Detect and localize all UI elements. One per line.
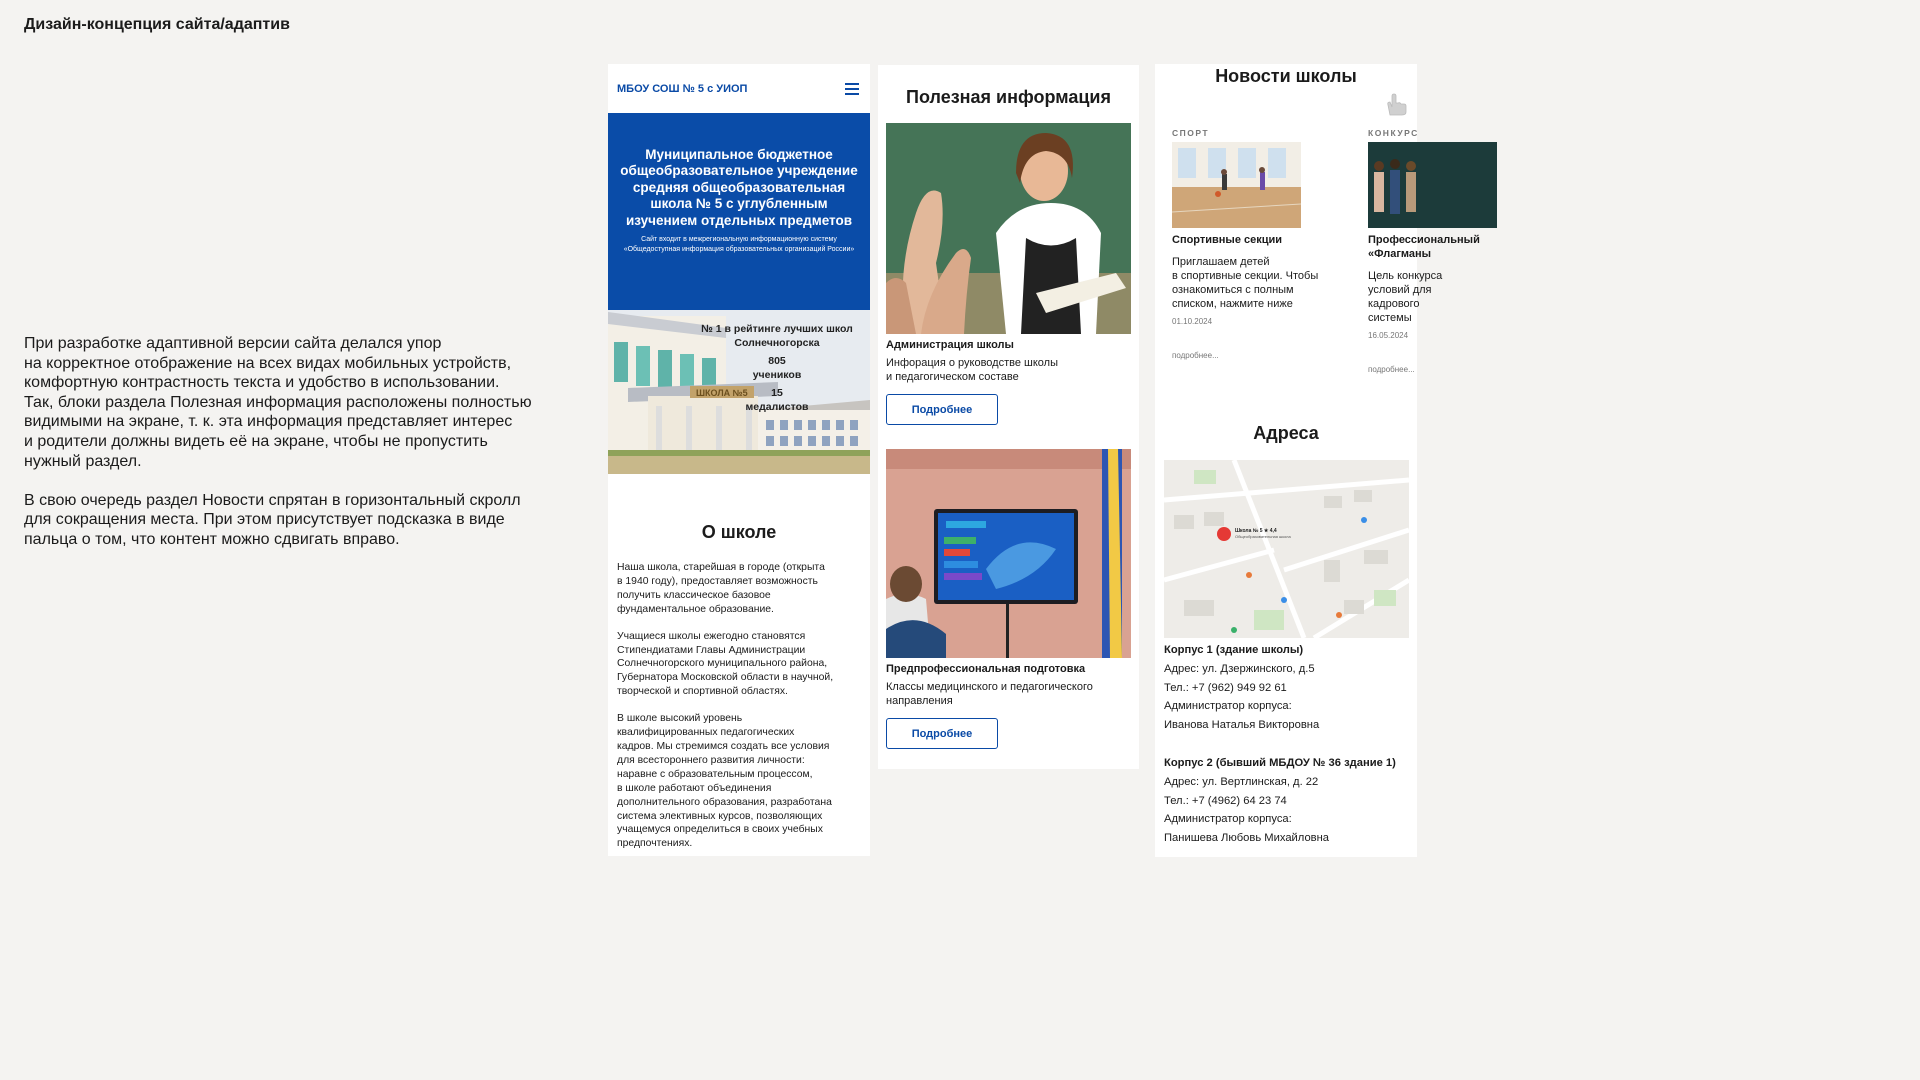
site-logo[interactable]: МБОУ СОШ № 5 с УИОП xyxy=(617,82,748,95)
contest-photo xyxy=(1368,142,1497,228)
hero-banner xyxy=(608,113,870,310)
sports-photo xyxy=(1172,142,1301,228)
addresses-block xyxy=(1164,641,1396,848)
mobile-header xyxy=(608,64,870,113)
corp2-address: Адрес: ул. Вертлинская, д. 22 xyxy=(1164,775,1319,788)
corp1-title: Корпус 1 (здание школы) xyxy=(1164,644,1304,656)
news-title-text: Спортивные секции xyxy=(1172,234,1283,246)
about-paragraph-3: В школе высокий уровень квалифицированных педагогических кадров. Мы стремимся создать все условия для всестороннего развития личности: наравне с образовательным процессом, в школе работают объединения дополнительного образования, разработана система элективных курсов, позволяющих учащемуся определиться в своих учебных предпочтениях. xyxy=(617,713,832,850)
svg-text:Школа № 5 ★ 4,4: Школа № 5 ★ 4,4 xyxy=(1235,528,1277,534)
about-paragraph-2: Учащиеся школы ежегодно становятся Стипендиатами Главы Администрации Солнечногорского муниципального района, Губернатора Московской области в научной, творческой и спортивной областях. xyxy=(617,630,834,698)
corp2-admin: Панишева Любовь Михайловна xyxy=(1164,832,1330,845)
news-more-link[interactable]: подробнее... xyxy=(1172,351,1219,360)
news-date: 01.10.2024 xyxy=(1172,317,1213,326)
students-stat: 805 учеников xyxy=(752,355,802,381)
corp2-admin-label: Администратор корпуса: xyxy=(1164,813,1292,826)
card-text: Инфорация о руководстве школы и педагогическом составе xyxy=(886,357,1058,383)
school-map[interactable] xyxy=(1164,460,1409,638)
hero-subtitle: Сайт входит в межрегиональную информационную систему «Общедоступная информация образовательных организаций России» xyxy=(623,236,855,253)
news-text: Приглашаем детей в спортивные секции. Чтобы ознакомиться с полным списком, нажмите ниже xyxy=(1172,256,1319,310)
corp1-admin: Иванова Наталья Викторовна xyxy=(1164,719,1320,732)
card-title: Предпрофессиональная подготовка xyxy=(886,663,1086,675)
corp1-admin-label: Администратор корпуса: xyxy=(1164,700,1292,713)
svg-text:ШКОЛА №5: ШКОЛА №5 xyxy=(696,388,748,398)
about-title: О школе xyxy=(701,522,777,542)
more-button[interactable]: Подробнее xyxy=(886,394,998,425)
news-title-text: Профессиональный «Флагманы xyxy=(1368,234,1480,260)
description xyxy=(24,334,584,569)
info-card xyxy=(878,449,1139,749)
description-paragraph-1: При разработке адаптивной версии сайта делался упор на корректное отображение на всех видах мобильных устройств, комфортную контрастность текста и удобство в использовании. Так, блоки раздела Полезная информация расположены полностью видимыми на экране, т. к. эта информация представляет интерес и родители должны видеть её на экране, чтобы не пропустить нужный раздел. xyxy=(24,335,532,470)
news-more-link[interactable]: подробнее... xyxy=(1368,365,1415,374)
description-paragraph-2: В свою очередь раздел Новости спрятан в горизонтальный скролл для сокращения места. При этом присутствует подсказка в виде пальца о том, что контент можно сдвигать вправо. xyxy=(24,491,521,548)
swipe-hand-icon xyxy=(1384,93,1410,117)
classroom-photo xyxy=(886,449,1131,658)
news-date: 16.05.2024 xyxy=(1368,331,1409,340)
card-text: Классы медицинского и педагогического направления xyxy=(886,681,1093,707)
news-card[interactable] xyxy=(1172,128,1342,360)
hero-title: Муниципальное бюджетное общеобразовательное учреждение средняя общеобразовательная школа № 5 с углубленным изучением отдельных предметов xyxy=(620,147,858,228)
about-text xyxy=(608,561,870,851)
ranking-stat: № 1 в рейтинге лучших школ Солнечногорска xyxy=(701,323,853,349)
addresses-title: Адреса xyxy=(1253,423,1319,443)
card-title: Администрация школы xyxy=(886,339,1014,351)
corp1-address: Адрес: ул. Дзержинского, д.5 xyxy=(1164,662,1315,675)
school-stats xyxy=(608,310,870,474)
info-card xyxy=(878,123,1139,425)
corp1-phone[interactable]: Тел.: +7 (962) 949 92 61 xyxy=(1164,681,1287,694)
svg-text:Общеобразовательная школа: Общеобразовательная школа xyxy=(1235,534,1291,539)
news-title: Новости школы xyxy=(1215,66,1357,86)
news-scroll[interactable] xyxy=(1172,128,1480,378)
useful-info-title: Полезная информация xyxy=(906,87,1111,107)
news-category: КОНКУРС xyxy=(1368,128,1419,138)
medalists-stat: 15 медалистов xyxy=(745,387,809,413)
page-title: Дизайн-концепция сайта/адаптив xyxy=(24,16,290,33)
menu-icon[interactable] xyxy=(845,83,859,95)
mobile-screen-useful-info xyxy=(878,65,1139,769)
news-text: Цель конкурса условий для кадрового системы xyxy=(1368,270,1443,324)
news-card[interactable] xyxy=(1368,128,1538,374)
news-category: СПОРТ xyxy=(1172,128,1210,138)
corp2-phone[interactable]: Тел.: +7 (4962) 64 23 74 xyxy=(1164,794,1287,807)
about-paragraph-1: Наша школа, старейшая в городе (открыта в 1940 году), предоставляет возможность получить классическое базовое фундаментальное образование. xyxy=(617,562,825,615)
teacher-photo xyxy=(886,123,1131,334)
mobile-screen-home xyxy=(608,64,870,856)
corp2-title: Корпус 2 (бывший МБДОУ № 36 здание 1) xyxy=(1164,756,1396,769)
more-button[interactable]: Подробнее xyxy=(886,718,998,749)
